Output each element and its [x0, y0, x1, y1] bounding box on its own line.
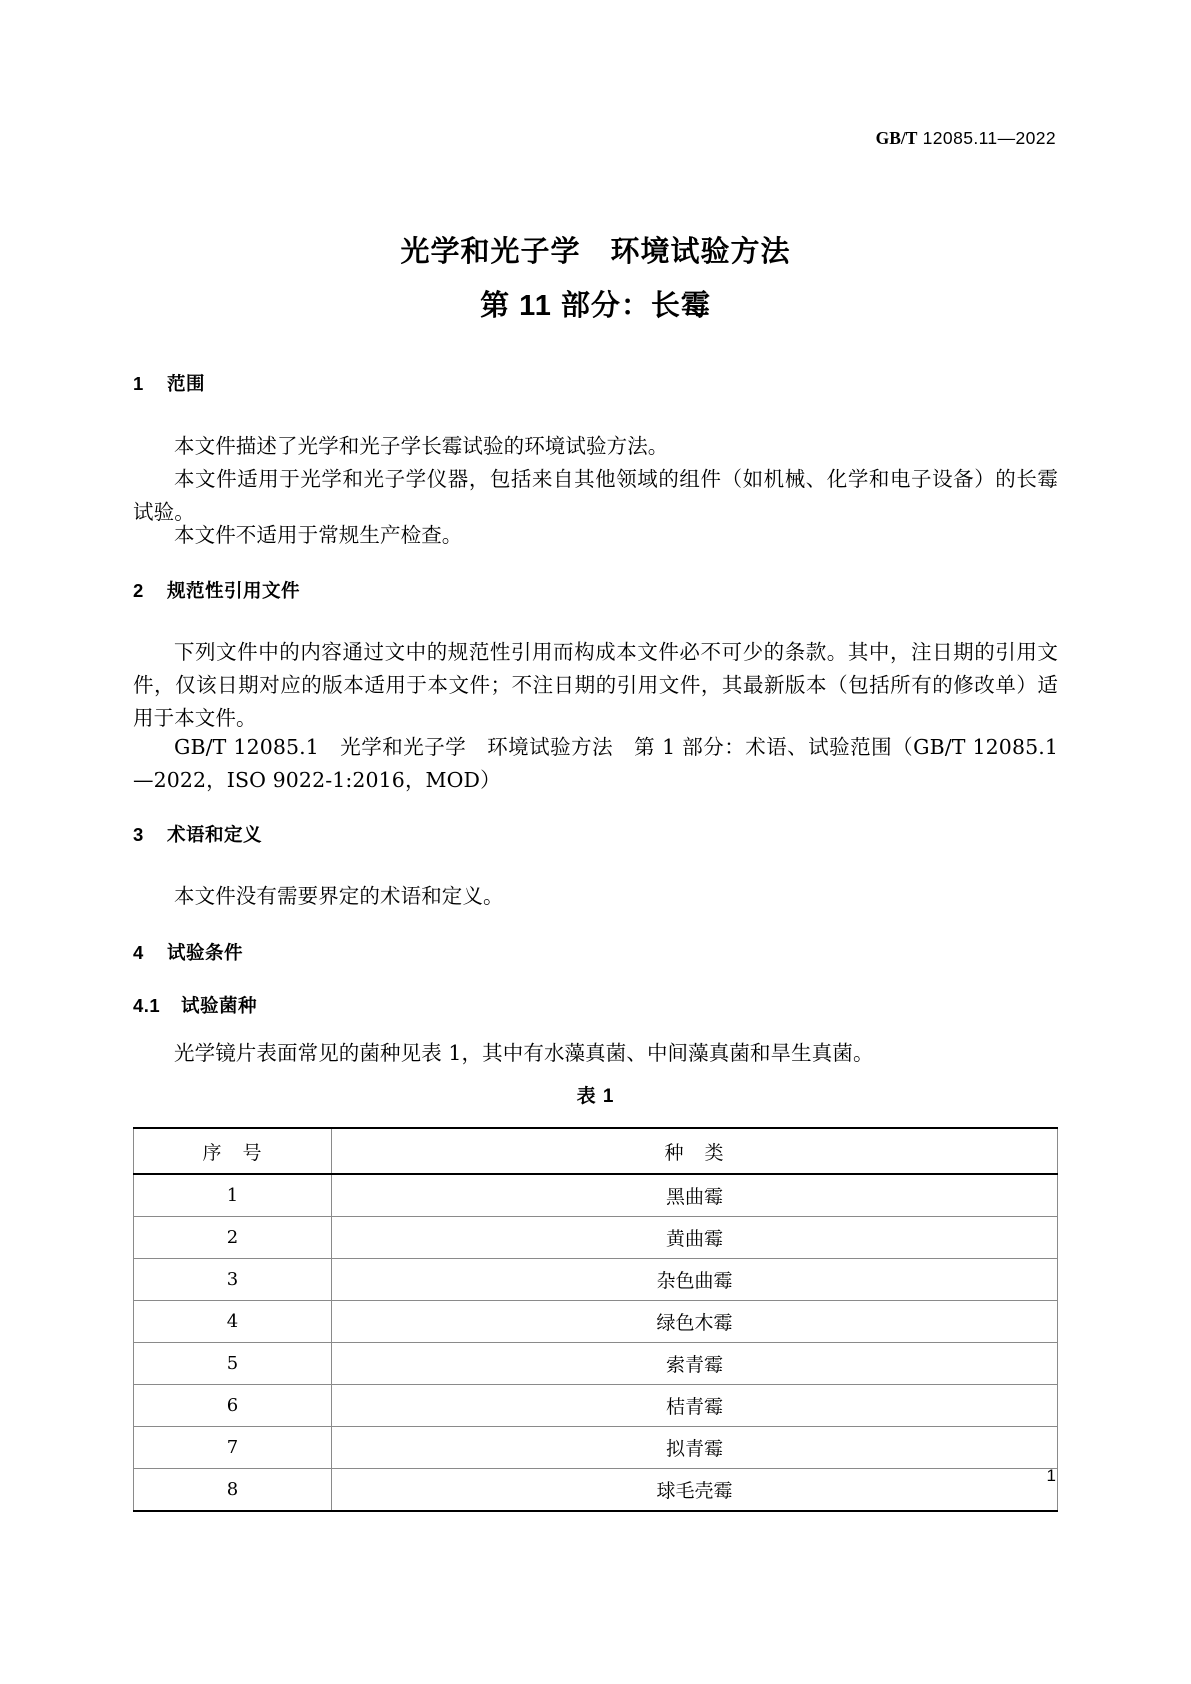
- clause-2-reference-1: GB/T 12085.1 光学和光子学 环境试验方法 第 1 部分：术语、试验范围（GB/T 12085.1—2022，ISO 9022-1:2016，MOD）: [133, 735, 1058, 792]
- clause-heading-2: [133, 578, 300, 604]
- document-title: [0, 228, 1191, 330]
- table-row: [134, 1343, 1058, 1385]
- table-1-head: [134, 1128, 1058, 1174]
- table-1-row-2-species: 黄曲霉: [332, 1217, 1058, 1259]
- table-1-row-4-no: 4: [134, 1301, 332, 1343]
- table-header-row: [134, 1128, 1058, 1174]
- subclause-title-4-1: 试验菌种: [181, 995, 258, 1016]
- table-1-row-2-no: 2: [134, 1217, 332, 1259]
- clause-heading-3: [133, 822, 262, 848]
- table-row: [134, 1217, 1058, 1259]
- table-1-row-5-species: 索青霉: [332, 1343, 1058, 1385]
- standard-prefix: GB/T: [875, 128, 918, 148]
- clause-1-paragraph-2: 本文件适用于光学和光子学仪器，包括来自其他领域的组件（如机械、化学和电子设备）的长霉试验。: [133, 467, 1058, 524]
- table-1-row-7-species: 拟青霉: [332, 1427, 1058, 1469]
- clause-title-3: 术语和定义: [167, 824, 263, 845]
- clause-number-4: 4: [133, 942, 144, 963]
- clause-title-2: 规范性引用文件: [167, 580, 301, 601]
- clause-2-paragraph-1: 下列文件中的内容通过文中的规范性引用而构成本文件必不可少的条款。其中，注日期的引用文件，仅该日期对应的版本适用于本文件；不注日期的引用文件，其最新版本（包括所有的修改单）适用于本文件。: [133, 640, 1058, 730]
- table-1-row-1-species: 黑曲霉: [332, 1174, 1058, 1217]
- table-1-row-8-no: 8: [134, 1469, 332, 1512]
- clause-3-paragraph-1: 本文件没有需要界定的术语和定义。: [174, 884, 504, 908]
- clause-1-paragraph-1: 本文件描述了光学和光子学长霉试验的环境试验方法。: [174, 434, 669, 458]
- table-1-row-3-species: 杂色曲霉: [332, 1259, 1058, 1301]
- table-row: [134, 1385, 1058, 1427]
- running-header: [876, 128, 1056, 149]
- clause-title-4: 试验条件: [167, 942, 244, 963]
- clause-heading-4: [133, 940, 243, 966]
- table-1-row-6-species: 桔青霉: [332, 1385, 1058, 1427]
- table-1-body: [134, 1174, 1058, 1511]
- clause-title-1: 范围: [167, 373, 206, 394]
- table-1-row-8-species: 球毛壳霉: [332, 1469, 1058, 1512]
- subclause-number-4-1: 4.1: [133, 995, 161, 1016]
- table-1-row-7-no: 7: [134, 1427, 332, 1469]
- table-1-column-header-no: 序 号: [134, 1128, 332, 1174]
- subclause-heading-4-1: [133, 993, 257, 1019]
- title-line-2: 第 11 部分：长霉: [480, 290, 711, 322]
- clause-heading-1: [133, 371, 205, 397]
- table-1-row-6-no: 6: [134, 1385, 332, 1427]
- standard-number: 12085.11—2022: [922, 128, 1056, 148]
- table-1-row-3-no: 3: [134, 1259, 332, 1301]
- page-number: 1: [1046, 1466, 1056, 1485]
- clause-number-1: 1: [133, 373, 144, 394]
- table-1: [133, 1127, 1058, 1512]
- subclause-4-1-paragraph: 光学镜片表面常见的菌种见表 1，其中有水藻真菌、中间藻真菌和旱生真菌。: [174, 1041, 874, 1065]
- clause-number-3: 3: [133, 824, 144, 845]
- table-row: [134, 1174, 1058, 1217]
- table-1-row-5-no: 5: [134, 1343, 332, 1385]
- table-1-row-1-no: 1: [134, 1174, 332, 1217]
- clause-1-paragraph-3: 本文件不适用于常规生产检查。: [174, 523, 463, 547]
- table-row: [134, 1301, 1058, 1343]
- table-1-caption: 表 1: [576, 1086, 615, 1107]
- table-1-column-header-species: 种 类: [332, 1128, 1058, 1174]
- table-1-row-4-species: 绿色木霉: [332, 1301, 1058, 1343]
- clause-number-2: 2: [133, 580, 144, 601]
- table-row: [134, 1427, 1058, 1469]
- table-row: [134, 1259, 1058, 1301]
- table-row: [134, 1469, 1058, 1512]
- title-line-1: 光学和光子学 环境试验方法: [400, 236, 791, 268]
